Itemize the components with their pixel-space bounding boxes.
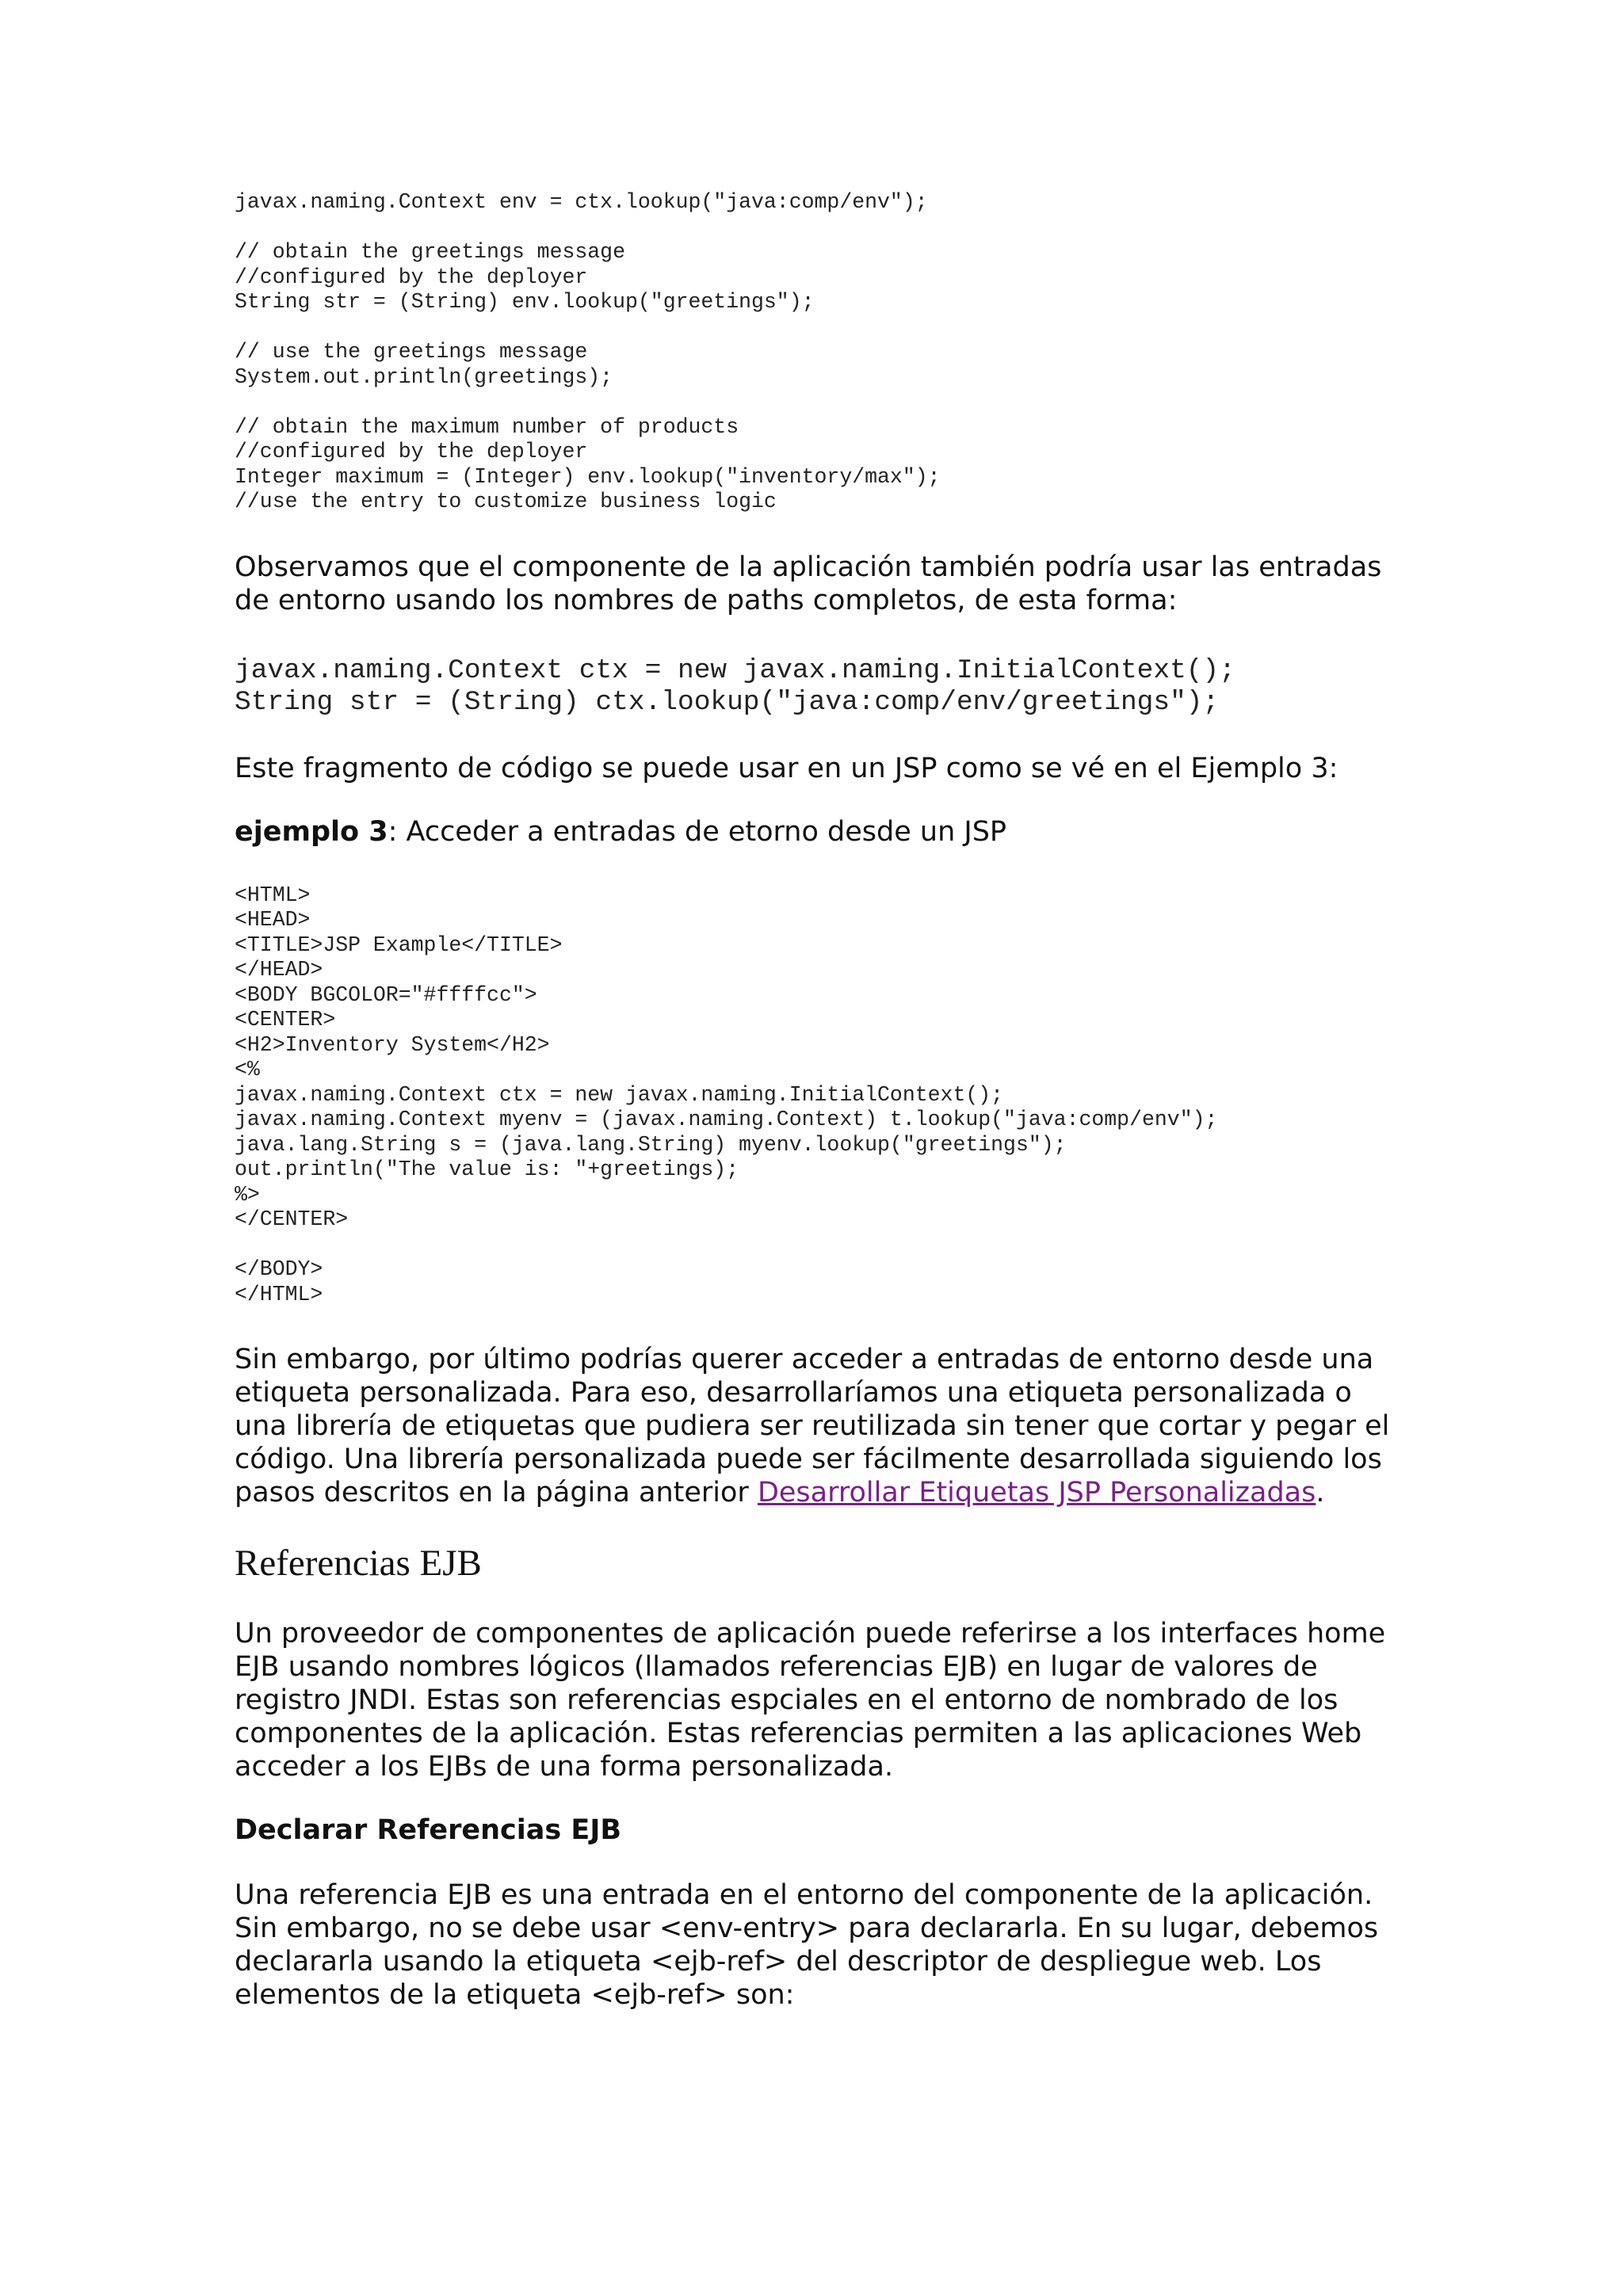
code-line: javax.naming.Context ctx = new javax.naming.InitialContext(); bbox=[235, 1082, 1004, 1107]
code-line: </CENTER> bbox=[235, 1207, 349, 1231]
text-line: elementos de la etiqueta <ejb-ref> son: bbox=[235, 1979, 795, 2011]
code-line: //configured by the deployer bbox=[235, 440, 588, 463]
code-line: // obtain the greetings message bbox=[235, 240, 625, 264]
code-line: String str = (String) env.lookup("greetings"); bbox=[235, 290, 815, 314]
text-fragment: pasos descritos en la página anterior bbox=[235, 1477, 758, 1508]
text-line: etiqueta personalizada. Para eso, desarrollaríamos una etiqueta personalizada o bbox=[235, 1377, 1352, 1409]
code-line: </BODY> bbox=[235, 1257, 323, 1281]
code-line: String str = (String) ctx.lookup("java:comp/env/greetings"); bbox=[235, 686, 1220, 718]
text-line: una librería de etiquetas que pudiera ser reutilizada sin tener que cortar y pegar el bbox=[235, 1410, 1390, 1442]
text-line: declararla usando la etiqueta <ejb-ref> del descriptor de despliegue web. Los bbox=[235, 1946, 1322, 1978]
code-line bbox=[235, 390, 1400, 415]
text-line bbox=[235, 1476, 1400, 1509]
code-line: <CENTER> bbox=[235, 1008, 336, 1032]
example-caption bbox=[235, 815, 1400, 849]
code-block-env-lookup bbox=[235, 190, 1400, 515]
code-line: Integer maximum = (Integer) env.lookup("inventory/max"); bbox=[235, 464, 941, 489]
code-line: javax.naming.Context ctx = new javax.naming.InitialContext(); bbox=[235, 654, 1235, 686]
code-line: <HTML> bbox=[235, 883, 311, 907]
example-text: : Acceder a entradas de etorno desde un JSP bbox=[388, 815, 1007, 848]
code-line: System.out.println(greetings); bbox=[235, 364, 613, 389]
page-content bbox=[235, 190, 1400, 2012]
text-line: acceder a los EJBs de una forma personalizada. bbox=[235, 1751, 894, 1783]
code-line: <% bbox=[235, 1058, 260, 1081]
text-line: Sin embargo, no se debe usar <env-entry> para declararla. En su lugar, debemos bbox=[235, 1913, 1379, 1944]
code-line: javax.naming.Context myenv = (javax.naming.Context) t.lookup("java:comp/env"); bbox=[235, 1108, 1218, 1131]
code-line: //configured by the deployer bbox=[235, 265, 588, 289]
code-line: </HEAD> bbox=[235, 958, 323, 982]
text-line: Un proveedor de componentes de aplicación puede referirse a los interfaces home bbox=[235, 1618, 1386, 1650]
code-line: //use the entry to customize business logic bbox=[235, 490, 777, 513]
custom-tags-link[interactable]: Desarrollar Etiquetas JSP Personalizadas bbox=[757, 1477, 1316, 1508]
code-line: javax.naming.Context env = ctx.lookup("java:comp/env"); bbox=[235, 190, 928, 214]
paragraph-custom-tags bbox=[235, 1343, 1400, 1509]
text-line: componentes de la aplicación. Estas referencias permiten a las aplicaciones Web bbox=[235, 1718, 1362, 1749]
code-line: <BODY BGCOLOR="#ffffcc"> bbox=[235, 982, 537, 1007]
code-block-jsp-example bbox=[235, 883, 1400, 1308]
code-line: </HTML> bbox=[235, 1282, 323, 1306]
code-block-full-path-lookup bbox=[235, 655, 1400, 719]
code-line: java.lang.String s = (java.lang.String) myenv.lookup("greetings"); bbox=[235, 1132, 1067, 1157]
code-line: <HEAD> bbox=[235, 908, 311, 932]
text-line: EJB usando nombres lógicos (llamados referencias EJB) en lugar de valores de bbox=[235, 1651, 1318, 1683]
code-line: out.println("The value is: "+greetings); bbox=[235, 1158, 739, 1181]
section-heading: Referencias EJB bbox=[235, 1543, 482, 1584]
code-line: // obtain the maximum number of products bbox=[235, 414, 739, 439]
paragraph-declare-ejb-ref bbox=[235, 1878, 1400, 2012]
text-line: Sin embargo, por último podrías querer acceder a entradas de entorno desde una bbox=[235, 1344, 1374, 1375]
code-line bbox=[235, 315, 1400, 341]
code-line: %> bbox=[235, 1182, 260, 1207]
subheading: Declarar Referencias EJB bbox=[235, 1814, 622, 1846]
paragraph-full-paths: Observamos que el componente de la aplicación también podría usar las entradas de entorno usando los nombres de paths completos, de esta forma: bbox=[235, 551, 1382, 616]
code-line: // use the greetings message bbox=[235, 340, 588, 364]
example-label: ejemplo 3 bbox=[235, 815, 388, 848]
text-line: código. Una librería personalizada puede ser fácilmente desarrollada siguiendo los bbox=[235, 1444, 1382, 1475]
code-line: <TITLE>JSP Example</TITLE> bbox=[235, 933, 563, 957]
code-line bbox=[235, 1233, 1400, 1258]
paragraph-ejb-references bbox=[235, 1617, 1400, 1783]
text-line: registro JNDI. Estas son referencias espciales en el entorno de nombrado de los bbox=[235, 1684, 1338, 1716]
code-line: <H2>Inventory System</H2> bbox=[235, 1032, 550, 1057]
paragraph-jsp-usage: Este fragmento de código se puede usar en un JSP como se vé en el Ejemplo 3: bbox=[235, 752, 1338, 784]
code-line bbox=[235, 215, 1400, 241]
text-fragment: . bbox=[1316, 1477, 1325, 1508]
text-line: Una referencia EJB es una entrada en el entorno del componente de la aplicación. bbox=[235, 1879, 1373, 1911]
